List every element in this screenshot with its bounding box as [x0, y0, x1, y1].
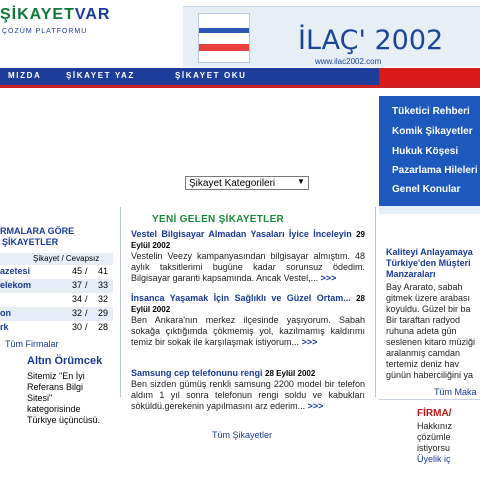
nav-item-about[interactable]: MIZDA	[8, 71, 42, 80]
table-row[interactable]: on 32 / 29	[0, 307, 113, 321]
read-more-link[interactable]: >>>	[320, 273, 337, 283]
article-title[interactable]: Kaliteyi Anlayamaya Türkiye'den Müşteri Manzaraları	[386, 247, 473, 279]
all-firms-link[interactable]: Tüm Firmalar	[5, 339, 59, 349]
side-item-consumer-guide[interactable]: Tüketici Rehberi	[392, 106, 470, 117]
category-select[interactable]: Şikayet Kategorileri	[185, 176, 309, 190]
nav-underline	[0, 85, 480, 88]
nav-item-write-complaint[interactable]: ŞİKAYET YAZ	[66, 71, 135, 80]
post-title[interactable]: Vestel Bilgisayar Almadan Yasaları İyice İnceleyin 29 Eylül 2002	[131, 229, 365, 250]
golden-spider-title: Altın Örümcek	[27, 355, 103, 367]
logo-tagline: ÇÖZÜM PLATFORMU	[2, 28, 88, 35]
firm-box-title: FİRMA/	[417, 408, 452, 419]
article-excerpt: Bay Ararato, sabah gitmek üzere arabası koyuldu. Güzel bir ba Bir taraftan radyod ruhuna adeta gün seslenen kitaro müziği aralanmış camdan tertemiz deniz hav günün haberciliğini ya	[386, 282, 476, 380]
new-complaints-title: YENİ GELEN ŞİKAYETLER	[152, 214, 285, 225]
membership-link[interactable]: Üyelik iç	[417, 454, 451, 464]
all-complaints-link[interactable]: Tüm Şikayetler	[212, 430, 273, 440]
site-logo[interactable]	[0, 0, 130, 60]
banner-url: www.ilac2002.com	[315, 57, 382, 66]
section-divider	[379, 399, 480, 400]
dropdown-arrow-icon[interactable]: ▼	[297, 177, 305, 186]
all-articles-link[interactable]: Tüm Maka	[434, 387, 477, 397]
side-menu-footer	[379, 206, 480, 214]
post-body: Ben Ankara'nın merkez ilçesinde yaşıyorum. Sabah sokağa çıktığımda çökmemiş yol, kazılmamış kaldırımı temiz bir sokak ile karşılaşmak istiyorum... >>>	[131, 315, 365, 347]
column-divider-right	[375, 207, 376, 397]
firm-box-text: Hakkınız çözümle istiyorsu	[417, 421, 453, 453]
nav-item-read-complaints[interactable]: ŞİKAYET OKU	[175, 71, 247, 80]
post-body: Vestelin Veezy kampanyasından bilgisayar almıştım. 48 aylık taksitlerimi bugüne kadar sorunsuz ödedim. Bilgisayar garanti kapsamında. Ancak Vestel,... >>>	[131, 251, 365, 283]
logo-name: ŞİKAYETVAR	[0, 6, 111, 23]
post-body: Ben sizden gümüş renkli samsung 2200 model bir telefon aldım 1 yıl sonra telefonun rengi soldu ve kabukları söküldü.gerekenin yapılmasını arz ederim... >>>	[131, 379, 365, 411]
nav-accent	[379, 68, 480, 85]
ad-banner[interactable]	[183, 6, 480, 67]
column-divider-left	[120, 207, 121, 397]
read-more-link[interactable]: >>>	[307, 401, 324, 411]
side-item-marketing-tricks[interactable]: Pazarlama Hileleri	[392, 165, 478, 176]
firms-section-title: RMALARA GÖRE ŞİKAYETLER	[0, 226, 75, 247]
golden-spider-text: Sitemiz "En İyi Referans Bilgi Sitesi" kategorisinde Türkiye üçüncüsü.	[27, 371, 101, 425]
side-item-general-topics[interactable]: Genel Konular	[392, 184, 461, 195]
read-more-link[interactable]: >>>	[301, 337, 318, 347]
product-box-icon	[198, 13, 250, 63]
banner-title: İLAÇ' 2002	[298, 25, 444, 56]
side-item-funny-complaints[interactable]: Komik Şikayetler	[392, 126, 473, 137]
table-row[interactable]: 34 / 32	[71, 294, 108, 304]
table-row[interactable]: elekom 37 / 33	[0, 279, 113, 293]
post-title[interactable]: Samsung cep telefonunu rengi 28 Eylül 2002	[131, 368, 316, 378]
table-row[interactable]: azetesi 45 / 41	[0, 266, 108, 276]
side-item-law-corner[interactable]: Hukuk Köşesi	[392, 146, 459, 157]
table-row[interactable]: rk 30 / 28	[0, 322, 108, 332]
firms-table-header: Şikayet / Cevapsız	[0, 253, 113, 265]
post-title[interactable]: İnsanca Yaşamak İçin Sağlıklı ve Güzel Ortam... 28 Eylül 2002	[131, 293, 365, 314]
